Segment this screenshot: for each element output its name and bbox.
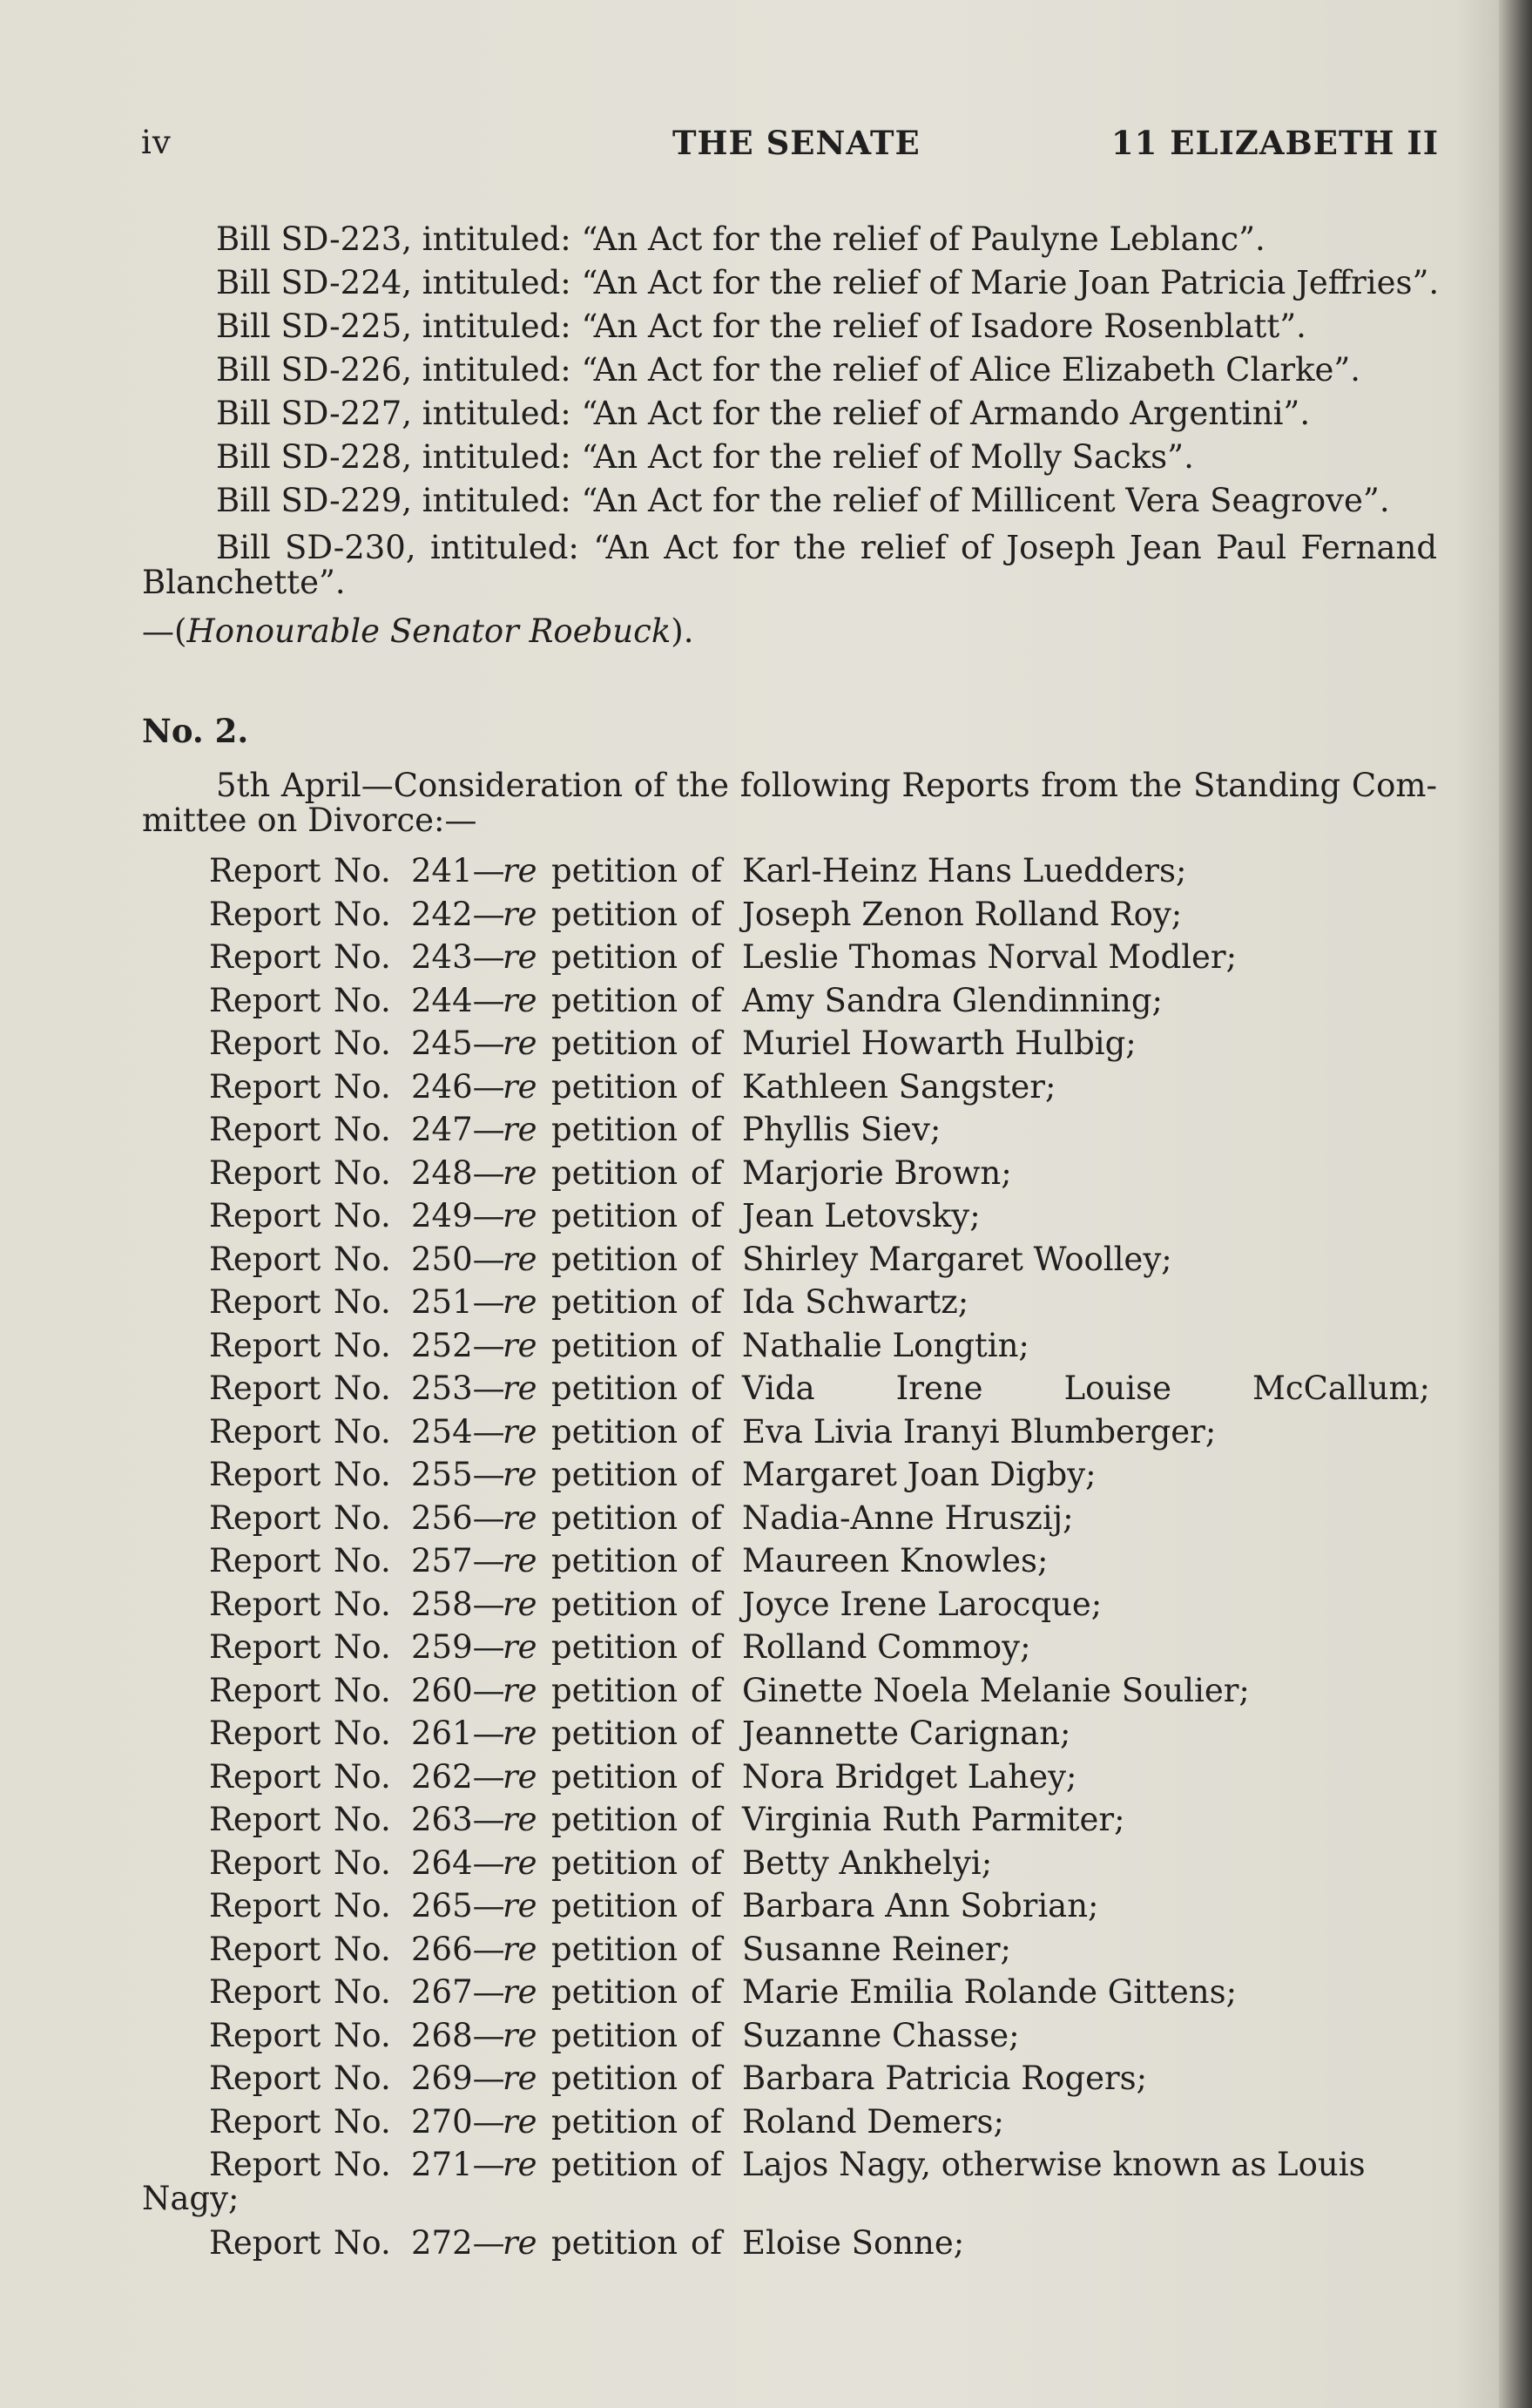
report-re: re: [503, 2224, 537, 2262]
petitioner-name: Virginia Ruth Parmiter;: [742, 1801, 1125, 1838]
report-item: [209, 1712, 1430, 1755]
report-item: [209, 849, 1430, 893]
report-no-label: No.: [334, 1111, 391, 1148]
report-label: Report: [209, 2146, 321, 2183]
report-re: re: [503, 1542, 537, 1579]
report-no-label: No.: [334, 1283, 391, 1321]
petitioner-name: Eloise Sonne;: [742, 2224, 965, 2262]
report-number: 242—: [411, 896, 505, 933]
report-label: Report: [209, 1931, 321, 1968]
report-number: 241—: [411, 852, 505, 889]
report-of-label: of: [691, 1801, 722, 1838]
report-no-label: No.: [334, 1586, 391, 1623]
report-no-label: No.: [334, 2146, 391, 2183]
report-petition-label: petition: [551, 1887, 678, 1924]
report-label: Report: [209, 1456, 321, 1493]
report-of-label: of: [691, 1586, 722, 1623]
report-number: 261—: [411, 1715, 505, 1752]
report-of-label: of: [691, 1456, 722, 1493]
report-re: re: [503, 1801, 537, 1838]
petitioner-name: Marjorie Brown;: [742, 1154, 1012, 1192]
report-re: re: [503, 1456, 537, 1493]
report-item: [209, 1539, 1430, 1583]
report-re: re: [503, 1973, 537, 2011]
petitioner-name: Nadia-Anne Hruszij;: [742, 1499, 1074, 1537]
report-label: Report: [209, 1844, 321, 1882]
report-label: Report: [209, 1370, 321, 1407]
report-petition-label: petition: [551, 1241, 678, 1278]
report-re: re: [503, 1628, 537, 1666]
report-petition-label: petition: [551, 1025, 678, 1062]
bill-line: Bill SD-229, intituled: “An Act for the relief of Millicent Vera Seagrove”.: [216, 482, 1390, 519]
report-no-label: No.: [334, 2224, 391, 2262]
petitioner-name: Phyllis Siev;: [742, 1111, 941, 1148]
petitioner-name: Maureen Knowles;: [742, 1542, 1049, 1579]
report-label: Report: [209, 852, 321, 889]
report-re: re: [503, 938, 537, 976]
report-petition-label: petition: [551, 1844, 678, 1882]
report-petition-label: petition: [551, 2060, 678, 2097]
report-of-label: of: [691, 1844, 722, 1882]
report-number: 248—: [411, 1154, 505, 1192]
report-petition-label: petition: [551, 1758, 678, 1796]
report-re: re: [503, 2146, 537, 2183]
petitioner-name: Marie Emilia Rolande Gittens;: [742, 1973, 1238, 2011]
page-number: iv: [141, 124, 172, 161]
report-of-label: of: [691, 1973, 722, 2011]
report-label: Report: [209, 1672, 321, 1709]
report-item: [209, 1022, 1430, 1065]
report-re: re: [503, 1413, 537, 1451]
report-re: re: [503, 1844, 537, 1882]
report-no-label: No.: [334, 1844, 391, 1882]
petitioner-name: Eva Livia Iranyi Blumberger;: [742, 1413, 1217, 1451]
report-no-label: No.: [334, 1628, 391, 1666]
sponsor-prefix: —(: [142, 612, 187, 650]
report-of-label: of: [691, 1283, 722, 1321]
report-of-label: of: [691, 982, 722, 1019]
petitioner-name: Roland Demers;: [742, 2103, 1004, 2141]
report-number: 257—: [411, 1542, 505, 1579]
report-item: [209, 1971, 1430, 2014]
book-spine-shadow: [1499, 0, 1532, 2408]
report-item: [209, 1928, 1430, 1972]
report-item: [209, 1626, 1430, 1669]
report-label: Report: [209, 982, 321, 1019]
report-re: re: [503, 1586, 537, 1623]
petitioner-name: Vida Irene Louise McCallum;: [742, 1370, 1430, 1407]
report-number: 259—: [411, 1628, 505, 1666]
report-re: re: [503, 1241, 537, 1278]
report-no-label: No.: [334, 1542, 391, 1579]
report-number: 265—: [411, 1887, 505, 1924]
report-item: [209, 1238, 1430, 1282]
report-number: 264—: [411, 1844, 505, 1882]
report-re: re: [503, 1068, 537, 1106]
report-number: 270—: [411, 2103, 505, 2141]
report-of-label: of: [691, 1197, 722, 1234]
report-no-label: No.: [334, 1241, 391, 1278]
report-petition-label: petition: [551, 2103, 678, 2141]
report-item: [209, 2014, 1430, 2058]
report-no-label: No.: [334, 1154, 391, 1192]
report-no-label: No.: [334, 1715, 391, 1752]
report-number: 255—: [411, 1456, 505, 1493]
section-intro: 5th April—Consideration of the following Reports from the Standing Com-: [216, 767, 1437, 804]
report-re: re: [503, 2103, 537, 2141]
report-of-label: of: [691, 938, 722, 976]
report-no-label: No.: [334, 1672, 391, 1709]
report-re: re: [503, 1499, 537, 1537]
report-number: 244—: [411, 982, 505, 1019]
report-re: re: [503, 896, 537, 933]
report-no-label: No.: [334, 1758, 391, 1796]
report-label: Report: [209, 896, 321, 933]
report-label: Report: [209, 1801, 321, 1838]
bill-line: Bill SD-223, intituled: “An Act for the relief of Paulyne Leblanc”.: [216, 220, 1265, 258]
report-label: Report: [209, 2060, 321, 2097]
report-re: re: [503, 1154, 537, 1192]
report-of-label: of: [691, 1111, 722, 1148]
report-of-label: of: [691, 1413, 722, 1451]
report-number: 253—: [411, 1370, 505, 1407]
report-re: re: [503, 852, 537, 889]
report-re: re: [503, 1715, 537, 1752]
report-item: [209, 1755, 1430, 1799]
report-of-label: of: [691, 1068, 722, 1106]
report-item: [209, 2222, 1430, 2265]
report-no-label: No.: [334, 896, 391, 933]
report-label: Report: [209, 1715, 321, 1752]
report-number: 266—: [411, 1931, 505, 1968]
report-number: 251—: [411, 1283, 505, 1321]
report-item: [209, 1669, 1430, 1713]
report-no-label: No.: [334, 1025, 391, 1062]
report-label: Report: [209, 938, 321, 976]
report-of-label: of: [691, 1154, 722, 1192]
report-label: Report: [209, 1327, 321, 1364]
report-of-label: of: [691, 1628, 722, 1666]
petitioner-name: Muriel Howarth Hulbig;: [742, 1025, 1137, 1062]
petitioner-name: Barbara Patricia Rogers;: [742, 2060, 1148, 2097]
report-no-label: No.: [334, 1068, 391, 1106]
report-of-label: of: [691, 2103, 722, 2141]
petitioner-name: Joyce Irene Larocque;: [742, 1586, 1103, 1623]
report-petition-label: petition: [551, 1542, 678, 1579]
report-of-label: of: [691, 1672, 722, 1709]
report-of-label: of: [691, 1542, 722, 1579]
petitioner-name: Nora Bridget Lahey;: [742, 1758, 1077, 1796]
report-petition-label: petition: [551, 1586, 678, 1623]
report-label: Report: [209, 1973, 321, 2011]
report-label: Report: [209, 1499, 321, 1537]
report-petition-label: petition: [551, 2017, 678, 2054]
section-intro-continuation: mittee on Divorce:—: [142, 802, 477, 839]
petitioner-name: Joseph Zenon Rolland Roy;: [742, 896, 1183, 933]
bill-line: Bill SD-227, intituled: “An Act for the relief of Armando Argentini”.: [216, 395, 1311, 432]
report-label: Report: [209, 1154, 321, 1192]
report-label: Report: [209, 2224, 321, 2262]
report-number: 258—: [411, 1586, 505, 1623]
petitioner-name: Shirley Margaret Woolley;: [742, 1241, 1172, 1278]
petitioner-name: Lajos Nagy, otherwise known as Louis: [742, 2146, 1366, 2183]
section-number: No. 2.: [142, 712, 249, 750]
report-re: re: [503, 2060, 537, 2097]
report-number: 250—: [411, 1241, 505, 1278]
petitioner-name: Leslie Thomas Norval Modler;: [742, 938, 1238, 976]
report-label: Report: [209, 1111, 321, 1148]
report-item: [209, 1497, 1430, 1540]
petitioner-name: Barbara Ann Sobrian;: [742, 1887, 1099, 1924]
petitioner-name: Jeannette Carignan;: [742, 1715, 1071, 1752]
petitioner-name: Karl-Heinz Hans Luedders;: [742, 852, 1187, 889]
report-re: re: [503, 1758, 537, 1796]
report-of-label: of: [691, 2017, 722, 2054]
report-continuation: Nagy;: [142, 2180, 240, 2217]
bill-line: Bill SD-226, intituled: “An Act for the relief of Alice Elizabeth Clarke”.: [216, 351, 1361, 389]
report-petition-label: petition: [551, 1197, 678, 1234]
report-petition-label: petition: [551, 1283, 678, 1321]
sponsor-note: [142, 610, 693, 653]
report-petition-label: petition: [551, 982, 678, 1019]
report-petition-label: petition: [551, 1111, 678, 1148]
petitioner-name: Kathleen Sangster;: [742, 1068, 1056, 1106]
report-number: 245—: [411, 1025, 505, 1062]
report-petition-label: petition: [551, 1628, 678, 1666]
report-item: [209, 2057, 1430, 2100]
report-item: [209, 1583, 1430, 1627]
report-item: [209, 1842, 1430, 1885]
report-no-label: No.: [334, 1456, 391, 1493]
report-re: re: [503, 982, 537, 1019]
report-petition-label: petition: [551, 938, 678, 976]
report-number: 246—: [411, 1068, 505, 1106]
report-item: [209, 1324, 1430, 1368]
report-number: 247—: [411, 1111, 505, 1148]
report-of-label: of: [691, 852, 722, 889]
report-item: [209, 1798, 1430, 1842]
report-petition-label: petition: [551, 1672, 678, 1709]
report-re: re: [503, 2017, 537, 2054]
report-item: [209, 1194, 1430, 1238]
petitioner-name: Suzanne Chasse;: [742, 2017, 1020, 2054]
report-of-label: of: [691, 1499, 722, 1537]
report-petition-label: petition: [551, 1801, 678, 1838]
report-number: 271—: [411, 2146, 505, 2183]
report-of-label: of: [691, 2146, 722, 2183]
report-petition-label: petition: [551, 1154, 678, 1192]
bill-line: Bill SD-225, intituled: “An Act for the relief of Isadore Rosenblatt”.: [216, 308, 1306, 345]
report-petition-label: petition: [551, 852, 678, 889]
report-number: 256—: [411, 1499, 505, 1537]
report-no-label: No.: [334, 2017, 391, 2054]
report-no-label: No.: [334, 1327, 391, 1364]
report-number: 269—: [411, 2060, 505, 2097]
report-no-label: No.: [334, 982, 391, 1019]
report-label: Report: [209, 1413, 321, 1451]
report-number: 243—: [411, 938, 505, 976]
report-re: re: [503, 1025, 537, 1062]
bill-line: Bill SD-228, intituled: “An Act for the relief of Molly Sacks”.: [216, 438, 1194, 476]
report-no-label: No.: [334, 1973, 391, 2011]
report-number: 252—: [411, 1327, 505, 1364]
report-label: Report: [209, 1283, 321, 1321]
report-number: 263—: [411, 1801, 505, 1838]
report-number: 254—: [411, 1413, 505, 1451]
report-no-label: No.: [334, 852, 391, 889]
report-label: Report: [209, 1887, 321, 1924]
report-item: [209, 1453, 1430, 1497]
report-of-label: of: [691, 2224, 722, 2262]
petitioner-name: Susanne Reiner;: [742, 1931, 1012, 1968]
petitioner-name: Ida Schwartz;: [742, 1283, 969, 1321]
report-item: [209, 1152, 1430, 1195]
report-petition-label: petition: [551, 1715, 678, 1752]
report-item: [209, 979, 1430, 1023]
report-no-label: No.: [334, 1801, 391, 1838]
report-petition-label: petition: [551, 2146, 678, 2183]
report-re: re: [503, 1672, 537, 1709]
report-number: 267—: [411, 1973, 505, 2011]
report-petition-label: petition: [551, 1973, 678, 2011]
report-of-label: of: [691, 1715, 722, 1752]
report-label: Report: [209, 1628, 321, 1666]
report-no-label: No.: [334, 1413, 391, 1451]
report-of-label: of: [691, 1241, 722, 1278]
report-of-label: of: [691, 1758, 722, 1796]
report-no-label: No.: [334, 2060, 391, 2097]
sponsor-suffix: ).: [671, 612, 694, 650]
bill-line: Bill SD-230, intituled: “An Act for the relief of Joseph Jean Paul Fernand: [216, 529, 1437, 566]
report-number: 262—: [411, 1758, 505, 1796]
report-re: re: [503, 1327, 537, 1364]
report-petition-label: petition: [551, 1068, 678, 1106]
report-of-label: of: [691, 896, 722, 933]
report-no-label: No.: [334, 1931, 391, 1968]
report-number: 249—: [411, 1197, 505, 1234]
report-label: Report: [209, 1542, 321, 1579]
report-label: Report: [209, 2103, 321, 2141]
report-petition-label: petition: [551, 1370, 678, 1407]
report-re: re: [503, 1283, 537, 1321]
report-no-label: No.: [334, 1370, 391, 1407]
report-of-label: of: [691, 1931, 722, 1968]
report-item: [209, 2143, 1430, 2187]
report-item: [209, 2100, 1430, 2144]
report-item: [209, 1281, 1430, 1324]
report-no-label: No.: [334, 2103, 391, 2141]
report-petition-label: petition: [551, 1931, 678, 1968]
report-petition-label: petition: [551, 1327, 678, 1364]
report-re: re: [503, 1111, 537, 1148]
report-item: [209, 1065, 1430, 1109]
petitioner-name: Nathalie Longtin;: [742, 1327, 1029, 1364]
report-petition-label: petition: [551, 1499, 678, 1537]
running-header: [141, 124, 1439, 167]
header-regnal-year: 11 ELIZABETH II: [1110, 124, 1439, 162]
petitioner-name: Jean Letovsky;: [742, 1197, 981, 1234]
report-re: re: [503, 1887, 537, 1924]
sponsor-name: Honourable Senator Roebuck: [186, 612, 672, 650]
report-label: Report: [209, 1586, 321, 1623]
report-label: Report: [209, 1241, 321, 1278]
report-label: Report: [209, 1025, 321, 1062]
bill-line: Bill SD-224, intituled: “An Act for the relief of Marie Joan Patricia Jeffries”.: [216, 264, 1440, 301]
petitioner-name: Ginette Noela Melanie Soulier;: [742, 1672, 1250, 1709]
report-item: [209, 1410, 1430, 1454]
report-number: 260—: [411, 1672, 505, 1709]
report-petition-label: petition: [551, 2224, 678, 2262]
report-petition-label: petition: [551, 1413, 678, 1451]
report-label: Report: [209, 1197, 321, 1234]
report-of-label: of: [691, 1025, 722, 1062]
petitioner-name: Betty Ankhelyi;: [742, 1844, 993, 1882]
report-petition-label: petition: [551, 1456, 678, 1493]
header-title: THE SENATE: [672, 124, 921, 162]
report-no-label: No.: [334, 938, 391, 976]
report-no-label: No.: [334, 1887, 391, 1924]
report-label: Report: [209, 1068, 321, 1106]
report-re: re: [503, 1370, 537, 1407]
petitioner-name: Margaret Joan Digby;: [742, 1456, 1097, 1493]
report-no-label: No.: [334, 1197, 391, 1234]
report-petition-label: petition: [551, 896, 678, 933]
report-number: 272—: [411, 2224, 505, 2262]
report-no-label: No.: [334, 1499, 391, 1537]
report-of-label: of: [691, 1887, 722, 1924]
report-of-label: of: [691, 2060, 722, 2097]
report-label: Report: [209, 1758, 321, 1796]
report-re: re: [503, 1197, 537, 1234]
report-of-label: of: [691, 1370, 722, 1407]
petitioner-name: Amy Sandra Glendinning;: [742, 982, 1164, 1019]
report-number: 268—: [411, 2017, 505, 2054]
report-item: [209, 893, 1430, 937]
bill-continuation: Blanchette”.: [142, 564, 346, 601]
report-label: Report: [209, 2017, 321, 2054]
report-item: [209, 936, 1430, 979]
petitioner-name: Rolland Commoy;: [742, 1628, 1031, 1666]
report-re: re: [503, 1931, 537, 1968]
report-of-label: of: [691, 1327, 722, 1364]
report-item: [209, 1108, 1430, 1152]
report-item: [209, 1884, 1430, 1928]
report-item: [209, 1367, 1430, 1410]
